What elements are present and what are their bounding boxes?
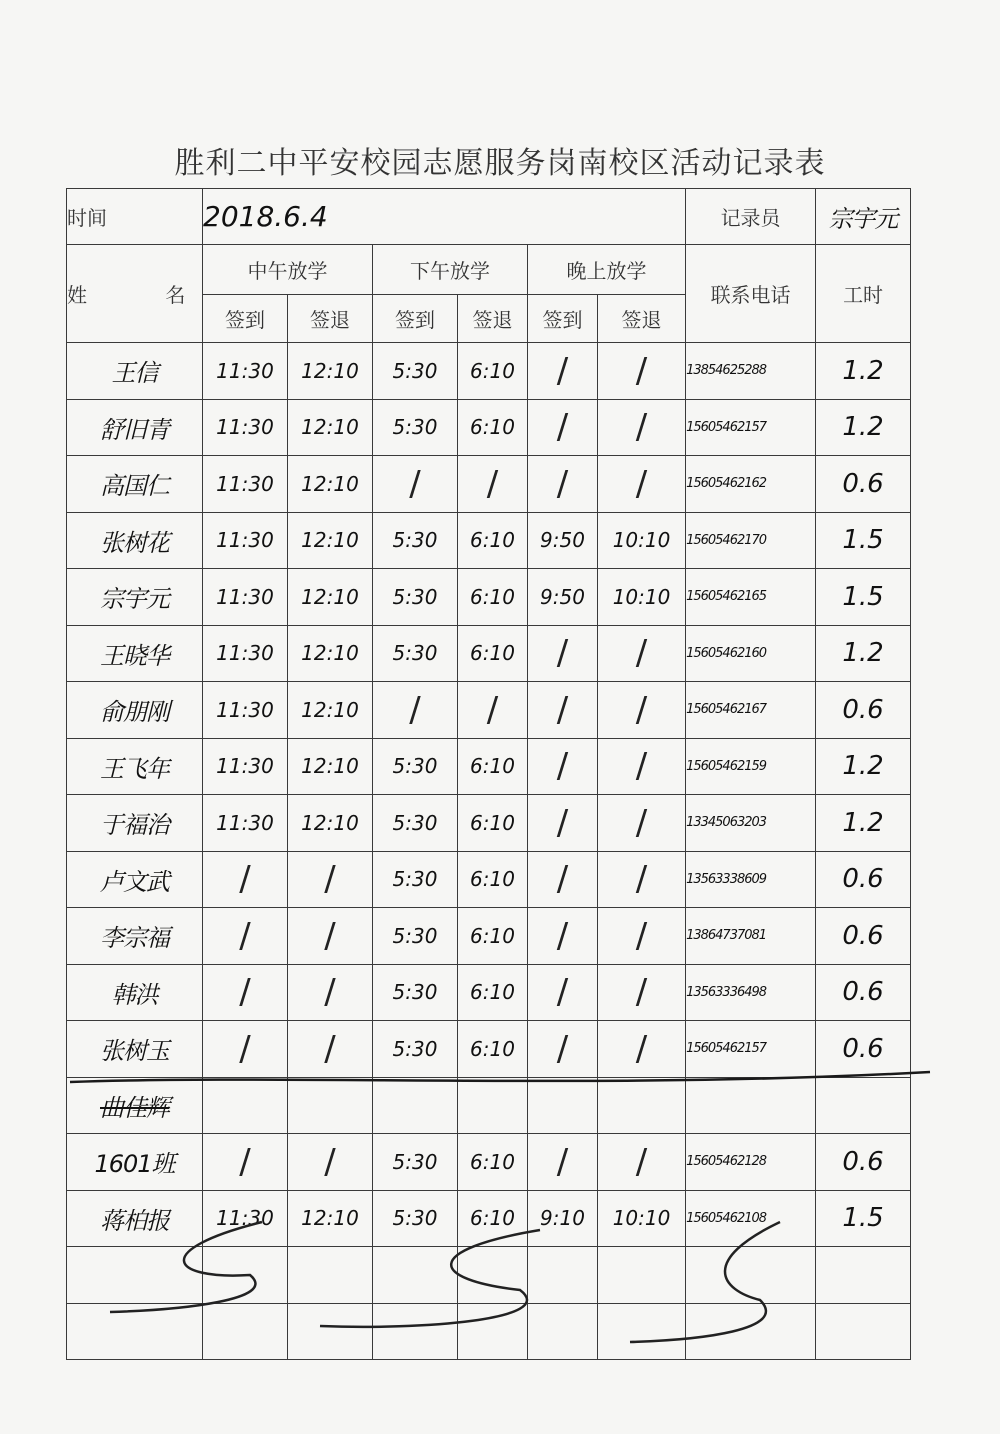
hours-cell: 1.2 (816, 399, 911, 456)
noon-sign-out-cell: 12:10 (288, 512, 373, 569)
evening-sign-out-cell: / (598, 1021, 686, 1078)
noon-sign-in-cell: / (203, 908, 288, 965)
phone-cell: 13563336498 (686, 964, 816, 1021)
noon-sign-out-cell: 12:10 (288, 569, 373, 626)
table-row (67, 343, 911, 400)
evening-sign-out-cell: / (598, 738, 686, 795)
evening-sign-in-cell: 9:10 (528, 1190, 598, 1247)
table-row (67, 456, 911, 513)
phone-cell: 13563338609 (686, 851, 816, 908)
evening-sign-out-cell: / (598, 964, 686, 1021)
evening-sign-in-cell: 9:50 (528, 512, 598, 569)
noon-header: 中午放学 (203, 245, 373, 295)
evening-sign-out-cell: / (598, 682, 686, 739)
afternoon-sign-in-cell: 5:30 (373, 512, 458, 569)
afternoon-sign-out-cell: 6:10 (458, 569, 528, 626)
empty-row (67, 1247, 911, 1304)
noon-sign-in-header: 签到 (203, 295, 288, 343)
afternoon-sign-out-cell: 6:10 (458, 1021, 528, 1078)
afternoon-sign-out-cell: 6:10 (458, 851, 528, 908)
form-title: 胜利二中平安校园志愿服务岗南校区活动记录表 (174, 146, 826, 181)
evening-sign-out-cell: / (598, 908, 686, 965)
afternoon-sign-out-cell: 6:10 (458, 738, 528, 795)
afternoon-sign-in-cell: / (373, 456, 458, 513)
afternoon-sign-out-cell: / (458, 682, 528, 739)
evening-sign-in-cell: / (528, 343, 598, 400)
volunteer-name: 俞朋刚 (67, 682, 203, 739)
hours-cell: 1.5 (816, 569, 911, 626)
table-row (67, 682, 911, 739)
volunteer-name: 李宗福 (67, 908, 203, 965)
noon-sign-out-header: 签退 (288, 295, 373, 343)
evening-sign-out-cell: 10:10 (598, 569, 686, 626)
empty-cell (288, 1247, 373, 1304)
recorder-label: 记录员 (686, 189, 816, 245)
afternoon-sign-in-cell: 5:30 (373, 964, 458, 1021)
noon-sign-out-cell: / (288, 964, 373, 1021)
hours-cell: 1.5 (816, 1190, 911, 1247)
header-row-time (67, 189, 911, 245)
evening-sign-in-cell: / (528, 456, 598, 513)
hours-cell: 1.2 (816, 343, 911, 400)
phone-cell: 15605462165 (686, 569, 816, 626)
afternoon-sign-in-cell: 5:30 (373, 1021, 458, 1078)
noon-sign-out-cell: 12:10 (288, 456, 373, 513)
table-row (67, 795, 911, 852)
evening-sign-out-cell: / (598, 795, 686, 852)
phone-cell: 15605462157 (686, 399, 816, 456)
phone-cell: 15605462108 (686, 1190, 816, 1247)
evening-sign-out-cell: / (598, 399, 686, 456)
evening-sign-out-cell: / (598, 343, 686, 400)
afternoon-sign-out-cell: 6:10 (458, 1190, 528, 1247)
activity-record-table (66, 188, 911, 1360)
afternoon-sign-out-cell: 6:10 (458, 512, 528, 569)
afternoon-sign-in-cell: 5:30 (373, 1134, 458, 1191)
volunteer-name: 于福治 (67, 795, 203, 852)
volunteer-name: 高国仁 (67, 456, 203, 513)
empty-cell (373, 1303, 458, 1360)
evening-sign-in-cell (528, 1077, 598, 1134)
afternoon-header: 下午放学 (373, 245, 528, 295)
empty-cell (686, 1303, 816, 1360)
header-row-periods (67, 245, 911, 295)
evening-sign-out-header: 签退 (598, 295, 686, 343)
noon-sign-in-cell: 11:30 (203, 569, 288, 626)
afternoon-sign-in-header: 签到 (373, 295, 458, 343)
noon-sign-in-cell: / (203, 964, 288, 1021)
empty-cell (528, 1303, 598, 1360)
noon-sign-out-cell: / (288, 1134, 373, 1191)
evening-sign-in-cell: / (528, 682, 598, 739)
phone-cell: 15605462159 (686, 738, 816, 795)
afternoon-sign-in-cell: 5:30 (373, 343, 458, 400)
afternoon-sign-in-cell: / (373, 682, 458, 739)
empty-cell (458, 1247, 528, 1304)
empty-cell (458, 1303, 528, 1360)
phone-cell: 15605462170 (686, 512, 816, 569)
noon-sign-out-cell: 12:10 (288, 738, 373, 795)
hours-column-header: 工时 (816, 245, 911, 343)
noon-sign-in-cell: 11:30 (203, 1190, 288, 1247)
table-row (67, 851, 911, 908)
noon-sign-in-cell: 11:30 (203, 738, 288, 795)
afternoon-sign-out-header: 签退 (458, 295, 528, 343)
noon-sign-in-cell: 11:30 (203, 625, 288, 682)
evening-sign-in-cell: / (528, 625, 598, 682)
phone-cell: 15605462167 (686, 682, 816, 739)
hours-cell: 1.5 (816, 512, 911, 569)
phone-cell: 15605462157 (686, 1021, 816, 1078)
evening-sign-out-cell: 10:10 (598, 1190, 686, 1247)
noon-sign-out-cell: / (288, 851, 373, 908)
phone-cell: 13345063203 (686, 795, 816, 852)
table-row (67, 1021, 911, 1078)
table-row (67, 908, 911, 965)
afternoon-sign-out-cell: 6:10 (458, 343, 528, 400)
evening-sign-out-cell: / (598, 851, 686, 908)
afternoon-sign-out-cell: 6:10 (458, 908, 528, 965)
afternoon-sign-out-cell: 6:10 (458, 625, 528, 682)
volunteer-name: 韩洪 (67, 964, 203, 1021)
afternoon-sign-out-cell: 6:10 (458, 795, 528, 852)
empty-cell (686, 1247, 816, 1304)
evening-sign-in-cell: / (528, 399, 598, 456)
empty-cell (67, 1247, 203, 1304)
phone-column-header: 联系电话 (686, 245, 816, 343)
empty-cell (67, 1303, 203, 1360)
time-label: 时间 (67, 189, 203, 245)
phone-cell (686, 1077, 816, 1134)
volunteer-name: 蒋柏报 (67, 1190, 203, 1247)
noon-sign-in-cell: 11:30 (203, 456, 288, 513)
volunteer-name: 宗宇元 (67, 569, 203, 626)
afternoon-sign-in-cell: 5:30 (373, 908, 458, 965)
empty-cell (288, 1303, 373, 1360)
noon-sign-in-cell: / (203, 1021, 288, 1078)
phone-cell: 13854625288 (686, 343, 816, 400)
evening-sign-in-cell: / (528, 964, 598, 1021)
afternoon-sign-in-cell (373, 1077, 458, 1134)
empty-cell (203, 1247, 288, 1304)
volunteer-name: 王信 (67, 343, 203, 400)
evening-sign-in-cell: 9:50 (528, 569, 598, 626)
noon-sign-in-cell (203, 1077, 288, 1134)
afternoon-sign-out-cell: 6:10 (458, 964, 528, 1021)
phone-cell: 15605462128 (686, 1134, 816, 1191)
table-row (67, 1134, 911, 1191)
evening-sign-in-cell: / (528, 738, 598, 795)
noon-sign-in-cell: 11:30 (203, 399, 288, 456)
empty-cell (598, 1303, 686, 1360)
hours-cell: 0.6 (816, 908, 911, 965)
phone-cell: 15605462162 (686, 456, 816, 513)
noon-sign-out-cell: 12:10 (288, 682, 373, 739)
hours-cell: 0.6 (816, 851, 911, 908)
volunteer-name: 张树玉 (67, 1021, 203, 1078)
volunteer-name: 1601班 (67, 1134, 203, 1191)
noon-sign-in-cell: / (203, 1134, 288, 1191)
empty-cell (203, 1303, 288, 1360)
phone-cell: 13864737081 (686, 908, 816, 965)
hours-cell (816, 1077, 911, 1134)
table-row (67, 738, 911, 795)
hours-cell: 0.6 (816, 456, 911, 513)
noon-sign-in-cell: 11:30 (203, 512, 288, 569)
noon-sign-out-cell: 12:10 (288, 795, 373, 852)
empty-cell (816, 1303, 911, 1360)
table-row (67, 1077, 911, 1134)
evening-sign-in-cell: / (528, 851, 598, 908)
table-row (67, 569, 911, 626)
recorder-value: 宗宇元 (816, 189, 911, 245)
table-row (67, 625, 911, 682)
noon-sign-out-cell: 12:10 (288, 399, 373, 456)
volunteer-name: 张树花 (67, 512, 203, 569)
noon-sign-out-cell: / (288, 908, 373, 965)
afternoon-sign-in-cell: 5:30 (373, 625, 458, 682)
noon-sign-out-cell: 12:10 (288, 625, 373, 682)
noon-sign-out-cell: / (288, 1021, 373, 1078)
noon-sign-in-cell: 11:30 (203, 682, 288, 739)
afternoon-sign-in-cell: 5:30 (373, 851, 458, 908)
noon-sign-in-cell: / (203, 851, 288, 908)
volunteer-name: 舒旧青 (67, 399, 203, 456)
empty-cell (816, 1247, 911, 1304)
evening-sign-out-cell: / (598, 456, 686, 513)
name-column-header: 姓 名 (67, 245, 203, 343)
afternoon-sign-out-cell: 6:10 (458, 399, 528, 456)
noon-sign-out-cell: 12:10 (288, 1190, 373, 1247)
empty-cell (598, 1247, 686, 1304)
table-row (67, 399, 911, 456)
evening-sign-out-cell: / (598, 625, 686, 682)
volunteer-name: 曲佳辉 (67, 1077, 203, 1134)
evening-sign-in-cell: / (528, 1021, 598, 1078)
afternoon-sign-out-cell: / (458, 456, 528, 513)
table-row (67, 964, 911, 1021)
evening-sign-in-header: 签到 (528, 295, 598, 343)
afternoon-sign-in-cell: 5:30 (373, 569, 458, 626)
volunteer-name: 卢文武 (67, 851, 203, 908)
date-value: 2018.6.4 (203, 189, 686, 245)
hours-cell: 0.6 (816, 964, 911, 1021)
hours-cell: 0.6 (816, 682, 911, 739)
noon-sign-out-cell: 12:10 (288, 343, 373, 400)
hours-cell: 1.2 (816, 738, 911, 795)
afternoon-sign-out-cell: 6:10 (458, 1134, 528, 1191)
evening-sign-in-cell: / (528, 795, 598, 852)
afternoon-sign-in-cell: 5:30 (373, 795, 458, 852)
volunteer-name: 王晓华 (67, 625, 203, 682)
afternoon-sign-in-cell: 5:30 (373, 738, 458, 795)
hours-cell: 1.2 (816, 795, 911, 852)
noon-sign-in-cell: 11:30 (203, 795, 288, 852)
table-row (67, 512, 911, 569)
evening-sign-in-cell: / (528, 1134, 598, 1191)
noon-sign-in-cell: 11:30 (203, 343, 288, 400)
afternoon-sign-out-cell (458, 1077, 528, 1134)
volunteer-name: 王飞年 (67, 738, 203, 795)
evening-sign-out-cell: 10:10 (598, 512, 686, 569)
evening-header: 晚上放学 (528, 245, 686, 295)
table-row (67, 1190, 911, 1247)
empty-cell (373, 1247, 458, 1304)
evening-sign-out-cell (598, 1077, 686, 1134)
empty-cell (528, 1247, 598, 1304)
hours-cell: 0.6 (816, 1021, 911, 1078)
noon-sign-out-cell (288, 1077, 373, 1134)
evening-sign-in-cell: / (528, 908, 598, 965)
empty-row (67, 1303, 911, 1360)
phone-cell: 15605462160 (686, 625, 816, 682)
afternoon-sign-in-cell: 5:30 (373, 399, 458, 456)
evening-sign-out-cell: / (598, 1134, 686, 1191)
hours-cell: 1.2 (816, 625, 911, 682)
hours-cell: 0.6 (816, 1134, 911, 1191)
afternoon-sign-in-cell: 5:30 (373, 1190, 458, 1247)
